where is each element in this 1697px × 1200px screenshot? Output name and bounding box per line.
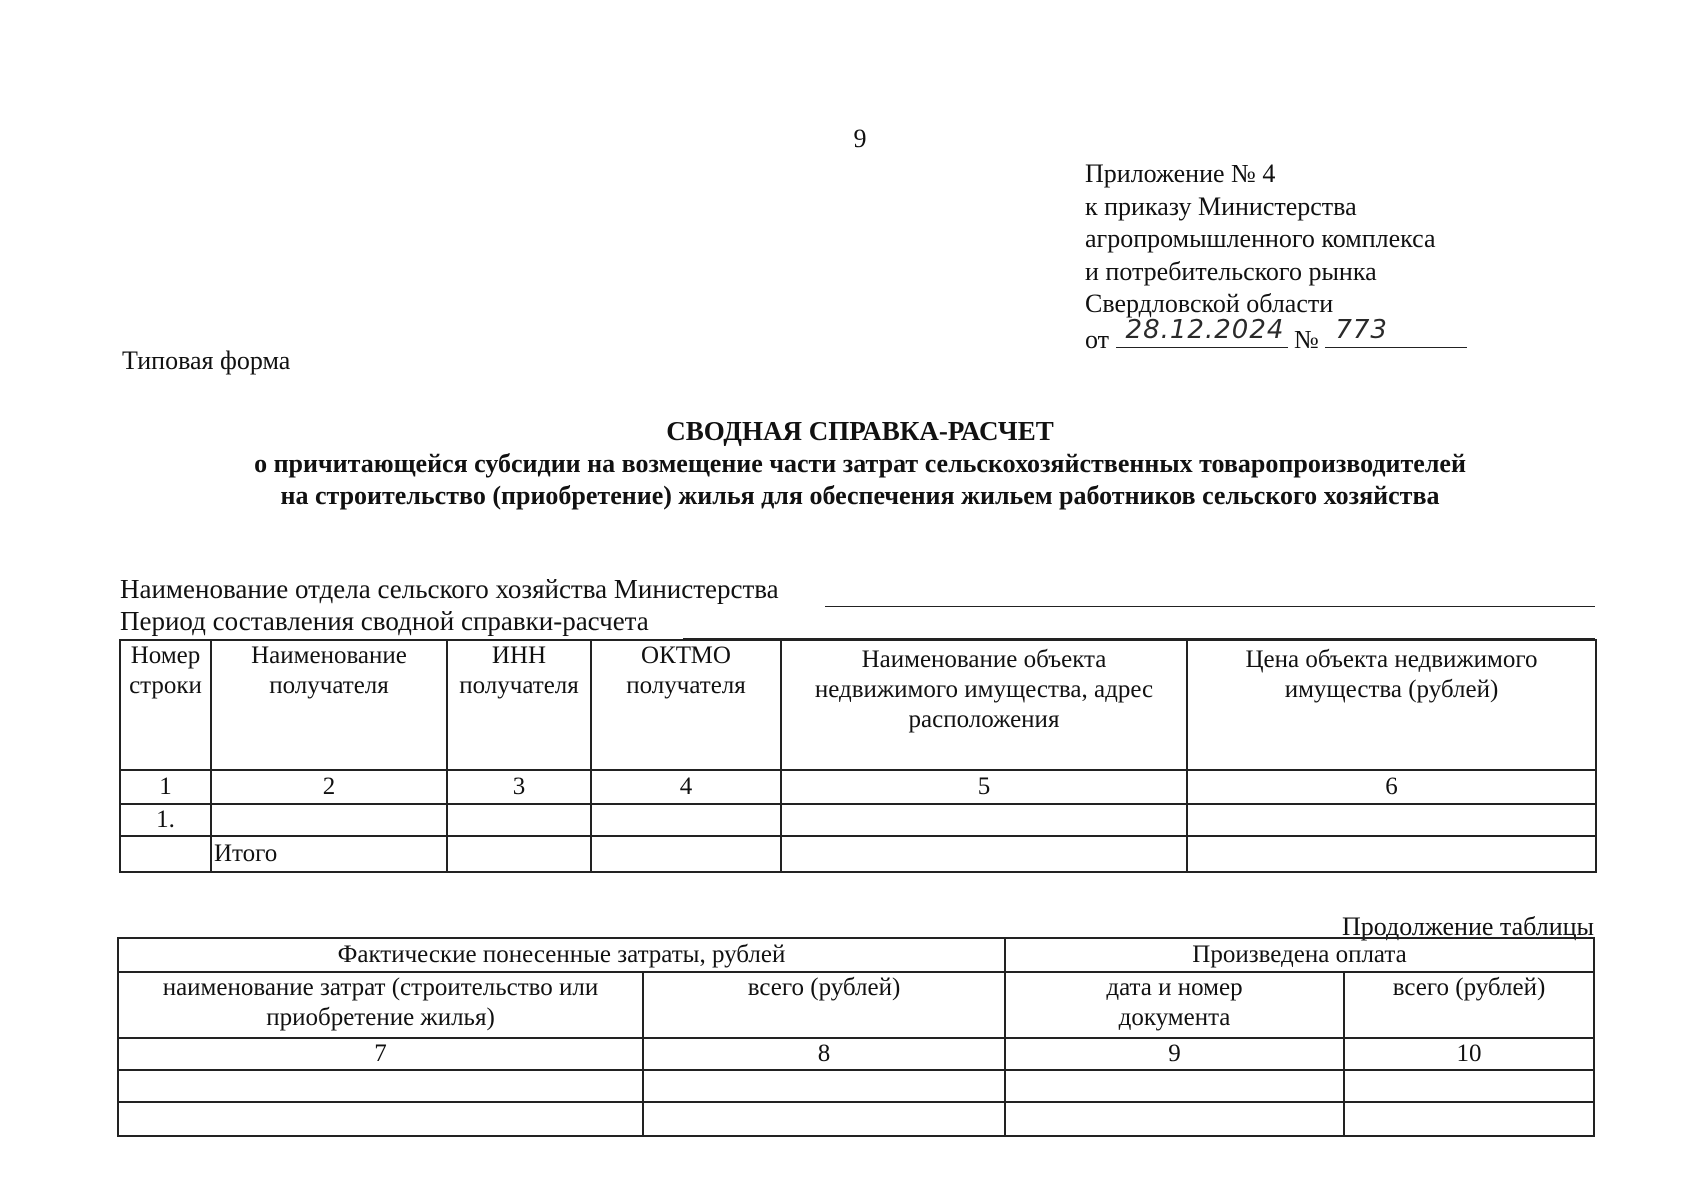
department-field-line[interactable] <box>825 606 1595 607</box>
column-number-cell: 2 <box>211 770 447 804</box>
page-number: 9 <box>853 124 867 153</box>
column-number-row <box>120 770 1596 804</box>
column-number-cell: 10 <box>1344 1038 1594 1070</box>
number-blank <box>1325 315 1467 348</box>
period-field-label: Период составления сводной справки-расчета <box>120 606 649 636</box>
handwritten-date: 28.12.2024 <box>1125 315 1285 345</box>
table-cell: 1. <box>120 804 211 836</box>
appendix-line: к приказу Министерства <box>1085 191 1357 221</box>
table-cell <box>1005 1070 1344 1102</box>
handwritten-number: 773 <box>1335 315 1388 345</box>
table-cell <box>211 804 447 836</box>
document-title <box>0 414 1697 512</box>
appendix-line: Свердловской области <box>1085 289 1334 318</box>
group-header-cell: Произведена оплата <box>1005 938 1594 972</box>
appendix-block <box>1085 158 1467 355</box>
total-label-cell: Итого <box>211 836 447 872</box>
table-cell <box>1344 1070 1594 1102</box>
group-header-row <box>118 938 1594 972</box>
table-cell <box>120 836 211 872</box>
appendix-line: Приложение № 4 <box>1085 159 1276 188</box>
table-cell <box>447 836 591 872</box>
table-cell <box>1005 1102 1344 1136</box>
table-cell <box>781 804 1187 836</box>
continuation-label: Продолжение таблицы <box>1342 912 1594 941</box>
group-header-cell: Фактические понесенные затраты, рублей <box>118 938 1005 972</box>
column-number-row <box>118 1038 1594 1070</box>
header-cell: Цена объекта недвижимого имущества (рублей) <box>1187 640 1596 770</box>
header-cell: ОКТМО получателя <box>591 640 781 770</box>
table-row <box>118 1102 1594 1136</box>
table-cell <box>781 836 1187 872</box>
summary-table <box>119 639 1597 873</box>
column-number-cell: 8 <box>643 1038 1005 1070</box>
table-cell <box>1187 836 1596 872</box>
table-cell <box>1187 804 1596 836</box>
form-type-label: Типовая форма <box>122 346 291 375</box>
title-subtitle-line: на строительство (приобретение) жилья для обеспечения жильем работников сельского хозяйства <box>280 481 1440 510</box>
order-date-number-line <box>1085 315 1467 355</box>
header-cell: наименование затрат (строительство или приобретение жилья) <box>118 972 643 1038</box>
column-number-cell: 3 <box>447 770 591 804</box>
continuation-table <box>117 937 1595 1137</box>
title-subtitle-line: о причитающейся субсидии на возмещение части затрат сельскохозяйственных товаропроизводителей <box>254 449 1466 478</box>
date-prefix: от <box>1085 324 1110 354</box>
table-total-row <box>120 836 1596 872</box>
table-cell <box>118 1102 643 1136</box>
appendix-line: агропромышленного комплекса <box>1085 224 1436 253</box>
header-cell: Наименование объекта недвижимого имущества, адрес расположения <box>781 640 1187 770</box>
header-cell: ИНН получателя <box>447 640 591 770</box>
table-cell <box>591 836 781 872</box>
column-number-cell: 9 <box>1005 1038 1344 1070</box>
header-cell: всего (рублей) <box>1344 972 1594 1038</box>
date-blank <box>1116 315 1288 348</box>
table-cell <box>643 1070 1005 1102</box>
column-number-cell: 7 <box>118 1038 643 1070</box>
header-cell: Наименование получателя <box>211 640 447 770</box>
table-header-row <box>118 972 1594 1038</box>
number-prefix: № <box>1294 324 1319 354</box>
appendix-line: и потребительского рынка <box>1085 256 1377 286</box>
column-number-cell: 6 <box>1187 770 1596 804</box>
column-number-cell: 5 <box>781 770 1187 804</box>
department-field-label: Наименование отдела сельского хозяйства Министерства <box>120 574 779 604</box>
table-cell <box>643 1102 1005 1136</box>
column-number-cell: 1 <box>120 770 211 804</box>
table-row <box>118 1070 1594 1102</box>
table-header-row <box>120 640 1596 770</box>
header-cell: Номер строки <box>120 640 211 770</box>
header-cell: дата и номер документа <box>1005 972 1344 1038</box>
table-cell <box>1344 1102 1594 1136</box>
table-cell <box>447 804 591 836</box>
table-cell <box>118 1070 643 1102</box>
column-number-cell: 4 <box>591 770 781 804</box>
table-cell <box>591 804 781 836</box>
title-main: СВОДНАЯ СПРАВКА-РАСЧЕТ <box>666 416 1054 446</box>
header-cell: всего (рублей) <box>643 972 1005 1038</box>
table-row <box>120 804 1596 836</box>
